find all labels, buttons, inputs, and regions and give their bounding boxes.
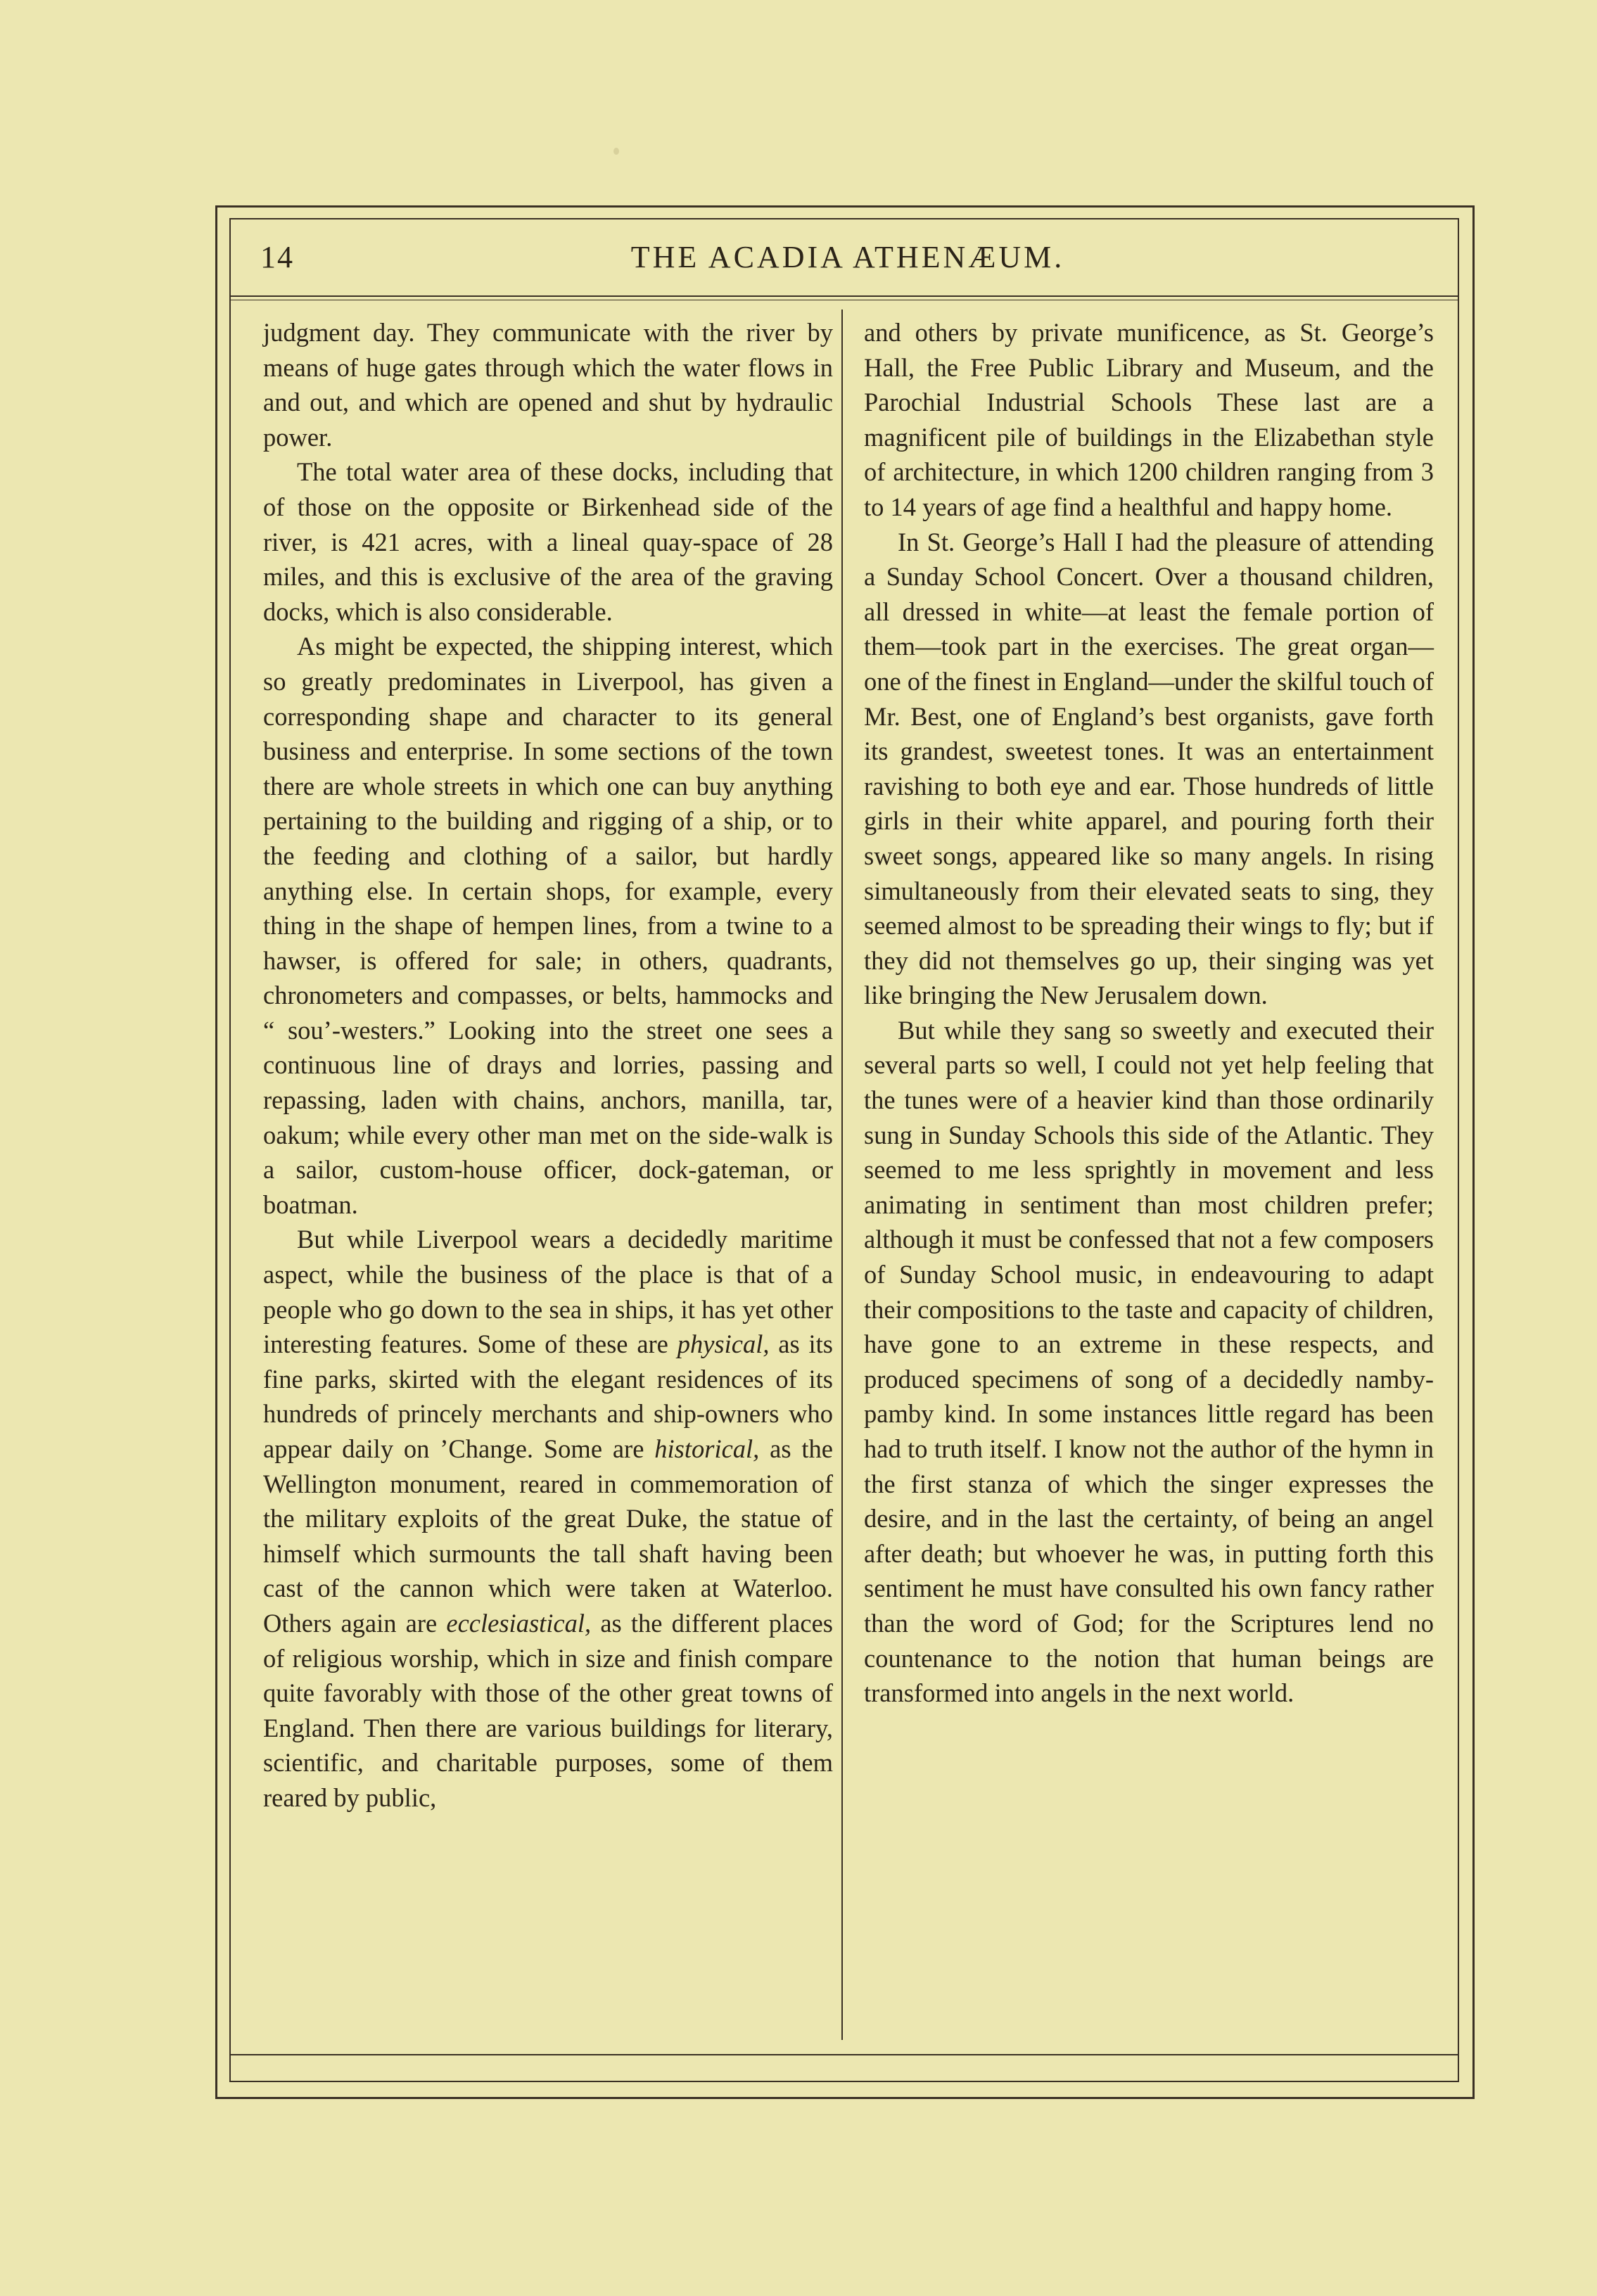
text-run: as the Wellington monument, reared in commemoration of the military exploits of the great Duke, the statue of himself which surmounts the tall shaft having been cast of the cannon which were taken at Waterloo. Others again are: [263, 1434, 833, 1638]
paragraph: [263, 1222, 833, 1815]
text-run: as the different places of religious worship, which in size and finish compare quite favorably with those of the other great towns of England. Then there are various buildings for literary, scientific, and charitable purposes, some of them reared by public,: [263, 1608, 833, 1812]
paper-speck: [613, 148, 619, 155]
right-column: [864, 315, 1434, 1711]
running-title: THE ACADIA ATHENÆUM.: [630, 240, 1065, 274]
paragraph: and others by private munificence, as St. George’s Hall, the Free Public Library and Museum, and the Parochial Industrial Schools These last are a magnificent pile of buildings in the Elizabethan style of architecture, in which 1200 children ranging from 3 to 14 years of age find a healthful and happy home.: [864, 318, 1434, 521]
header-rule: [229, 295, 1458, 297]
paragraph: judgment day. They communicate with the river by means of huge gates through which the water flows in and out, and which are opened and shut by hydraulic power.: [263, 318, 833, 452]
paragraph: In St. George’s Hall I had the pleasure of attending a Sunday School Concert. Over a thousand children, all dressed in white—at least the female portion of them—took part in the exercises. The great organ—one of the finest in England—under the skilful touch of Mr. Best, one of England’s best organists, gave forth its grandest, sweetest tones. It was an entertainment ravishing to both eye and ear. Those hundreds of little girls in their white apparel, and pouring forth their sweet songs, appeared like so many angels. In rising simultaneously from their elevated seats to sing, they seemed almost to be spreading their wings to fly; but if they did not themselves go up, their singing was yet like bringing the New Jerusalem down.: [864, 527, 1434, 1010]
text-run: But while Liverpool wears a decidedly maritime aspect, while the business of the place is that of a people who go down to the sea in ships, it has yet other interesting features. Some of these are: [263, 1225, 833, 1359]
paragraph: The total water area of these docks, including that of those on the opposite or Birkenhead side of the river, is 421 acres, with a lineal quay-space of 28 miles, and this is exclusive of the area of the graving docks, which is also considerable.: [263, 457, 833, 626]
page-header: [253, 239, 1442, 281]
column-divider: [841, 310, 843, 2040]
italic-term: physical,: [677, 1329, 770, 1359]
text-run: as its fine parks, skirted with the elegant residences of its hundreds of princely merchants and ship-owners who appear daily on ’Change. Some are: [263, 1329, 833, 1463]
left-column: [263, 315, 833, 1816]
italic-term: ecclesiastical,: [446, 1608, 592, 1638]
page-number: 14: [260, 240, 294, 274]
paragraph: As might be expected, the shipping interest, which so greatly predominates in Liverpool, has given a corresponding shape and character to its general business and enterprise. In some sections of the town there are whole streets in which one can buy anything pertaining to the building and rigging of a ship, or to the feeding and clothing of a sailor, but hardly anything else. In certain shops, for example, every thing in the shape of hempen lines, from a twine to a hawser, is offered for sale; in others, quadrants, chronometers and compasses, or belts, hammocks and “ sou’-westers.” Looking into the street one sees a continuous line of drays and lorries, passing and repassing, laden with chains, anchors, manilla, tar, oakum; while every other man met on the side-walk is a sailor, custom-house officer, dock-gateman, or boatman.: [263, 632, 833, 1219]
paragraph: But while they sang so sweetly and executed their several parts so well, I could not yet help feeling that the tunes were of a heavier kind than those ordinarily sung in Sunday Schools this side of the Atlantic. They seemed to me less sprightly in movement and less animating in sentiment than most children prefer; although it must be confessed that not a few composers of Sunday School music, in endeavouring to adapt their compositions to the taste and capacity of children, have gone to an extreme in these respects, and produced specimens of song of a decidedly namby-pamby kind. In some instances little regard has been had to truth itself. I know not the author of the hymn in the first stanza of which the singer expresses the desire, and in the last the certainty, of being an angel after death; but whoever he was, in putting forth this sentiment he must have consulted his own fancy rather than the word of God; for the Scriptures lend no countenance to the notion that human beings are transformed into angels in the next world.: [864, 1015, 1434, 1708]
footer-rule: [229, 2054, 1458, 2055]
italic-term: historical,: [654, 1434, 760, 1463]
